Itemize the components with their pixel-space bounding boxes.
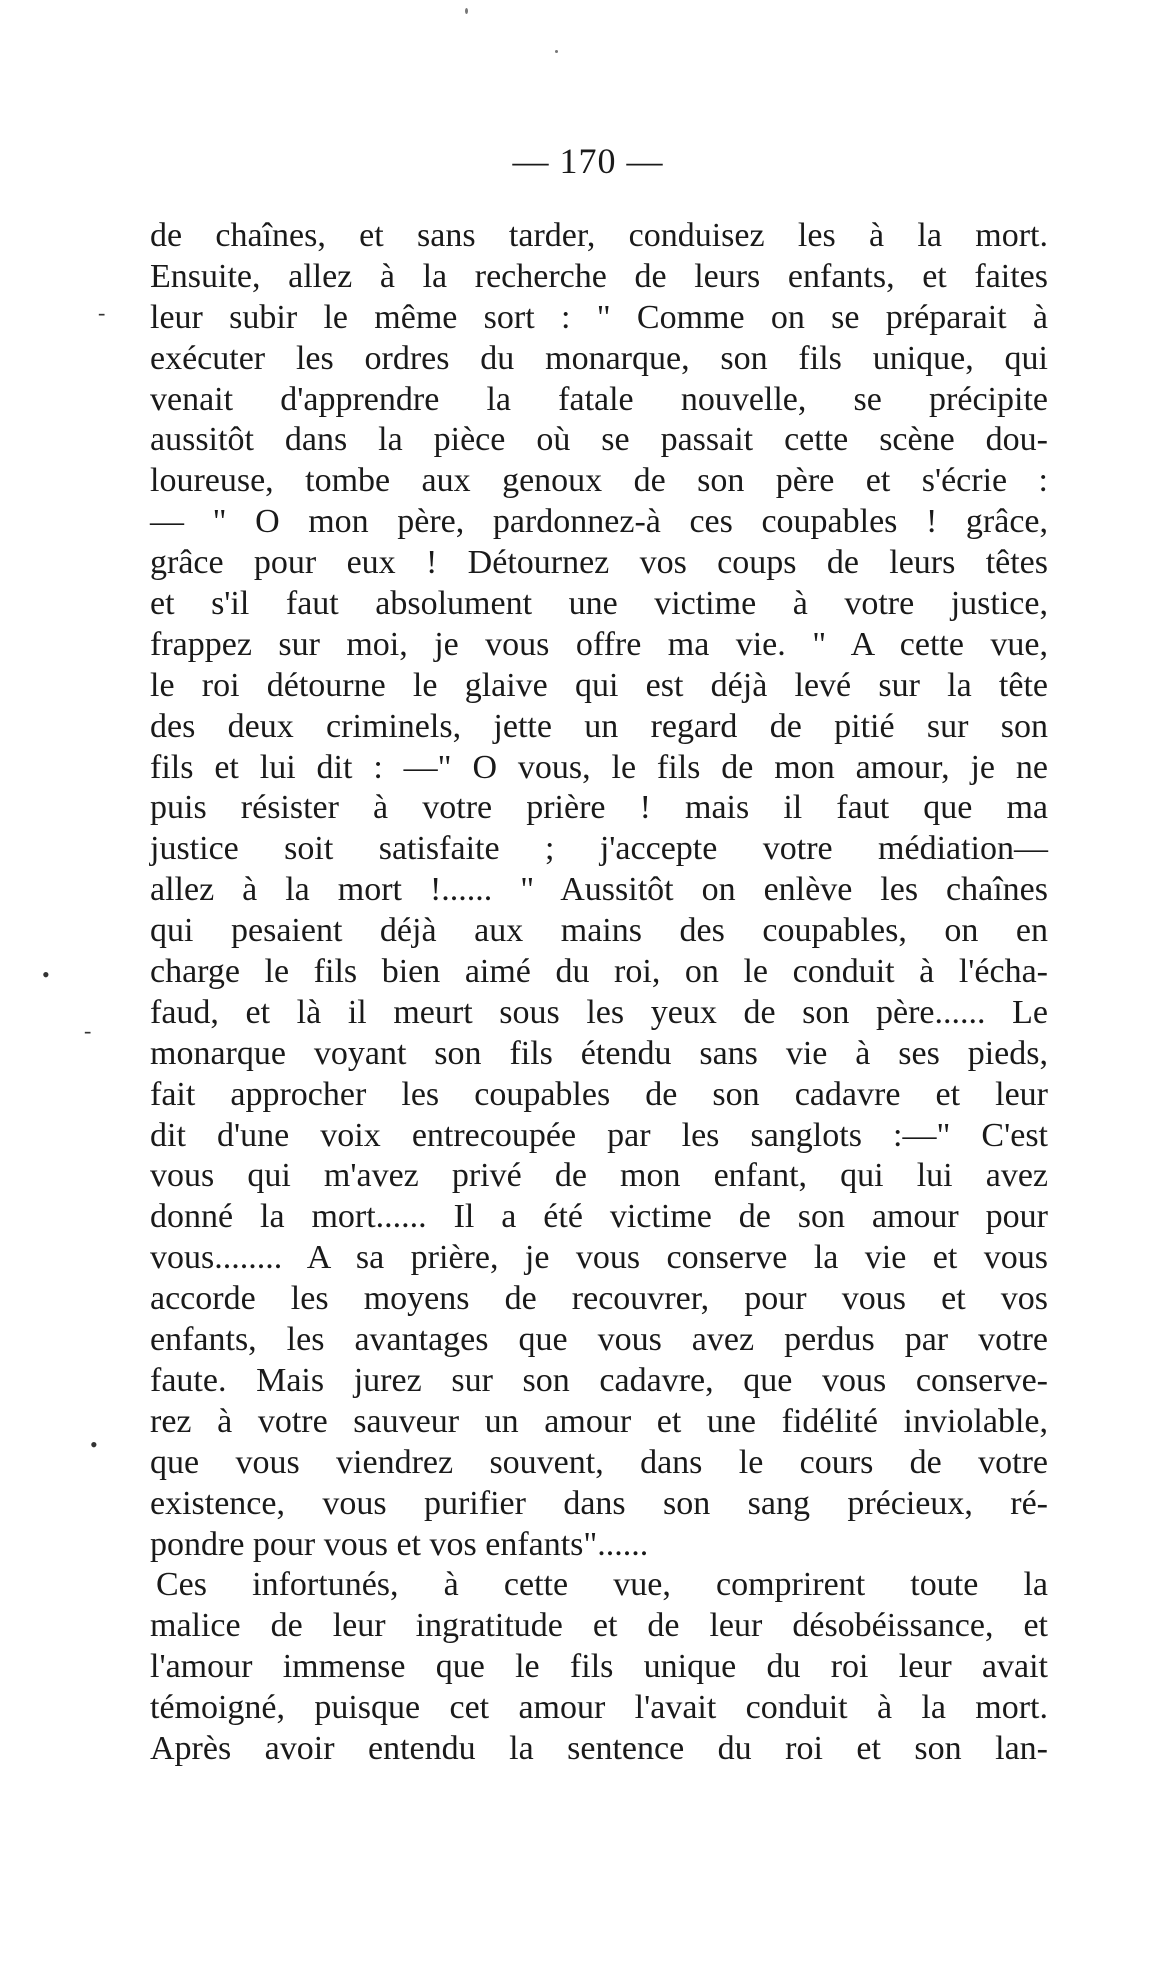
text-line: faute. Mais jurez sur son cadavre, que vous conserve- <box>150 1361 1048 1399</box>
text-line: témoigné, puisque cet amour l'avait conduit à la mort. <box>150 1689 1048 1727</box>
text-line: des deux criminels, jette un regard de pitié sur son <box>150 707 1048 745</box>
text-line: — " O mon père, pardonnez-à ces coupables ! grâce, <box>150 503 1048 541</box>
body-text <box>150 216 1048 1770</box>
text-line: dit d'une voix entrecoupée par les sanglots :—" C'est <box>150 1116 1048 1154</box>
text-line: grâce pour eux ! Détournez vos coups de leurs têtes <box>150 544 1048 582</box>
page-number: — 170 — <box>512 141 664 181</box>
text-line: malice de leur ingratitude et de leur désobéissance, et <box>150 1607 1048 1645</box>
text-line: Ensuite, allez à la recherche de leurs enfants, et faites <box>150 257 1048 295</box>
text-line: Après avoir entendu la sentence du roi et son lan- <box>150 1729 1048 1767</box>
text-line: pondre pour vous et vos enfants"...... <box>150 1525 649 1563</box>
text-line: allez à la mort !...... " Aussitôt on enlève les chaînes <box>150 871 1048 909</box>
margin-mark: - <box>84 1018 92 1043</box>
text-line: vous........ A sa prière, je vous conserve la vie et vous <box>150 1239 1048 1277</box>
text-line: aussitôt dans la pièce où se passait cette scène dou- <box>150 421 1048 459</box>
margin-mark: - <box>98 300 106 325</box>
ink-speck <box>555 50 558 53</box>
text-line: existence, vous purifier dans son sang précieux, ré- <box>150 1484 1048 1522</box>
text-line: accorde les moyens de recouvrer, pour vous et vos <box>150 1280 1048 1318</box>
text-line: fils et lui dit : —" O vous, le fils de mon amour, je ne <box>150 748 1048 786</box>
text-line: le roi détourne le glaive qui est déjà levé sur la tête <box>150 666 1048 704</box>
text-line: exécuter les ordres du monarque, son fils unique, qui <box>150 339 1048 377</box>
text-line: faud, et là il meurt sous les yeux de son père...... Le <box>150 993 1048 1031</box>
text-line: charge le fils bien aimé du roi, on le conduit à l'écha- <box>150 953 1048 991</box>
text-line: Ces infortunés, à cette vue, comprirent toute la <box>156 1566 1048 1604</box>
text-line: frappez sur moi, je vous offre ma vie. " A cette vue, <box>150 625 1048 663</box>
text-line: enfants, les avantages que vous avez perdus par votre <box>150 1321 1048 1359</box>
text-line: donné la mort...... Il a été victime de son amour pour <box>150 1198 1048 1236</box>
text-line: loureuse, tombe aux genoux de son père et s'écrie : <box>150 462 1048 500</box>
text-line: vous qui m'avez privé de mon enfant, qui lui avez <box>150 1157 1048 1195</box>
text-line: l'amour immense que le fils unique du roi leur avait <box>150 1648 1048 1686</box>
text-line: justice soit satisfaite ; j'accepte votre médiation— <box>150 830 1048 868</box>
margin-mark: • <box>90 1432 98 1457</box>
ink-speck <box>465 8 468 14</box>
margin-mark: • <box>42 962 50 987</box>
text-line: leur subir le même sort : " Comme on se préparait à <box>150 298 1048 336</box>
text-line: puis résister à votre prière ! mais il faut que ma <box>150 789 1048 827</box>
text-line: monarque voyant son fils étendu sans vie à ses pieds, <box>150 1034 1048 1072</box>
text-line: et s'il faut absolument une victime à votre justice, <box>150 585 1048 623</box>
text-line: rez à votre sauveur un amour et une fidélité inviolable, <box>150 1402 1048 1440</box>
text-line: venait d'apprendre la fatale nouvelle, se précipite <box>150 380 1048 418</box>
text-line: que vous viendrez souvent, dans le cours de votre <box>150 1443 1048 1481</box>
text-line: qui pesaient déjà aux mains des coupables, on en <box>150 912 1048 950</box>
text-line: de chaînes, et sans tarder, conduisez les à la mort. <box>150 217 1048 254</box>
text-line: fait approcher les coupables de son cadavre et leur <box>150 1075 1048 1113</box>
